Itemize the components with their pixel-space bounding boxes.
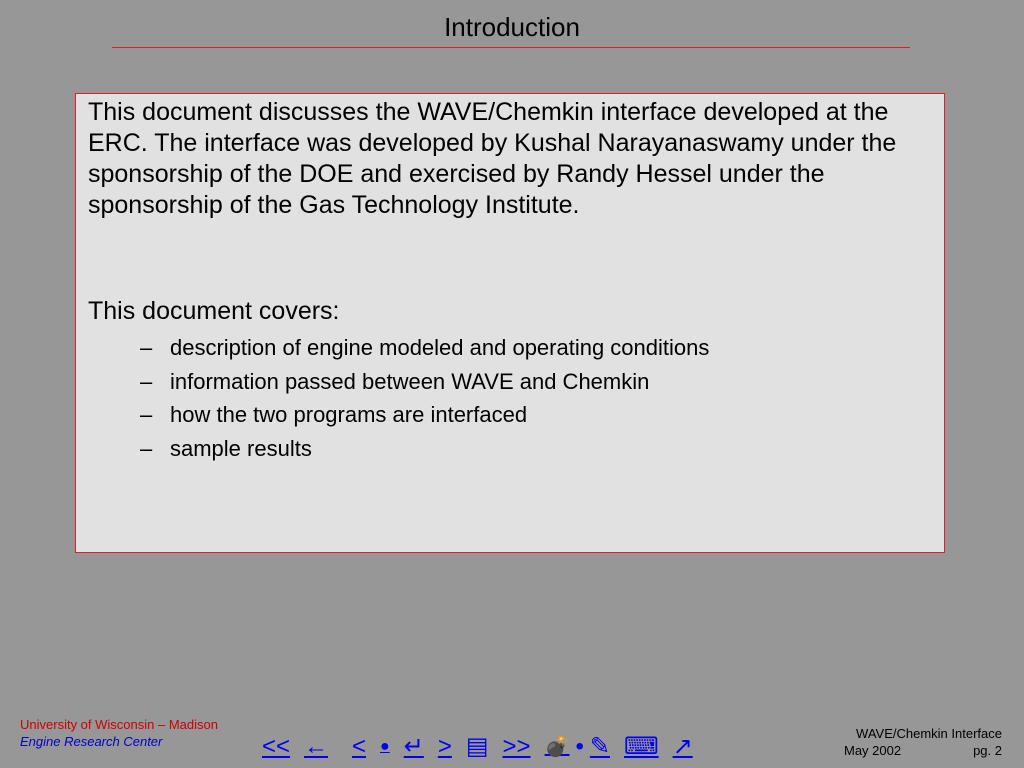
keyboard-icon[interactable]: ⌨ xyxy=(623,733,659,760)
covers-heading: This document covers: xyxy=(88,297,340,325)
list-item xyxy=(140,365,709,399)
list-item-text: information passed between WAVE and Chemkin xyxy=(170,368,650,394)
dash-bullet: – xyxy=(140,368,153,394)
slide-title: Introduction xyxy=(444,12,580,42)
last-page-link[interactable]: >> xyxy=(502,733,531,760)
navigation-bar xyxy=(262,732,707,762)
footer-organization xyxy=(20,716,218,750)
return-icon[interactable]: ↵ xyxy=(403,733,424,760)
dash-bullet: – xyxy=(140,435,153,461)
list-item xyxy=(140,331,709,365)
next-page-link[interactable]: > xyxy=(437,733,452,760)
bomb-icon[interactable]: 💣 xyxy=(544,736,570,758)
dash-bullet: – xyxy=(140,402,153,427)
index-icon[interactable]: ▤ xyxy=(465,733,489,760)
dot-separator-icon: • xyxy=(575,733,584,760)
back-arrow-icon[interactable]: ← xyxy=(304,733,329,760)
pen-icon[interactable]: ✎ xyxy=(589,733,610,760)
footer-document-info xyxy=(832,725,1002,759)
page-number: pg. 2 xyxy=(973,743,1002,758)
list-item-text: how the two programs are interfaced xyxy=(170,402,528,427)
list-item-text: description of engine modeled and operating conditions xyxy=(170,335,710,360)
document-date: May 2002 xyxy=(844,743,902,758)
research-center-name: Engine Research Center xyxy=(20,734,163,749)
university-name: University of Wisconsin – Madison xyxy=(20,717,218,732)
covers-list xyxy=(140,331,709,465)
title-divider xyxy=(112,47,910,48)
exit-arrow-icon[interactable]: ↗ xyxy=(672,733,693,760)
previous-page-link[interactable]: < xyxy=(352,733,367,760)
list-item xyxy=(140,398,709,432)
dash-bullet: – xyxy=(140,335,153,360)
document-title: WAVE/Chemkin Interface xyxy=(856,726,1002,741)
list-item xyxy=(140,432,709,466)
home-dot-icon[interactable]: ● xyxy=(380,738,390,755)
list-item-text: sample results xyxy=(170,435,312,461)
intro-paragraph: This document discusses the WAVE/Chemkin interface developed at the ERC. The interface was developed by Kushal Narayanaswamy under the sponsorship of the DOE and exercised by Randy Hessel under the sponsorship of the Gas Technology Institute. xyxy=(88,98,897,219)
first-page-link[interactable]: << xyxy=(262,733,291,760)
content-panel xyxy=(75,93,945,553)
